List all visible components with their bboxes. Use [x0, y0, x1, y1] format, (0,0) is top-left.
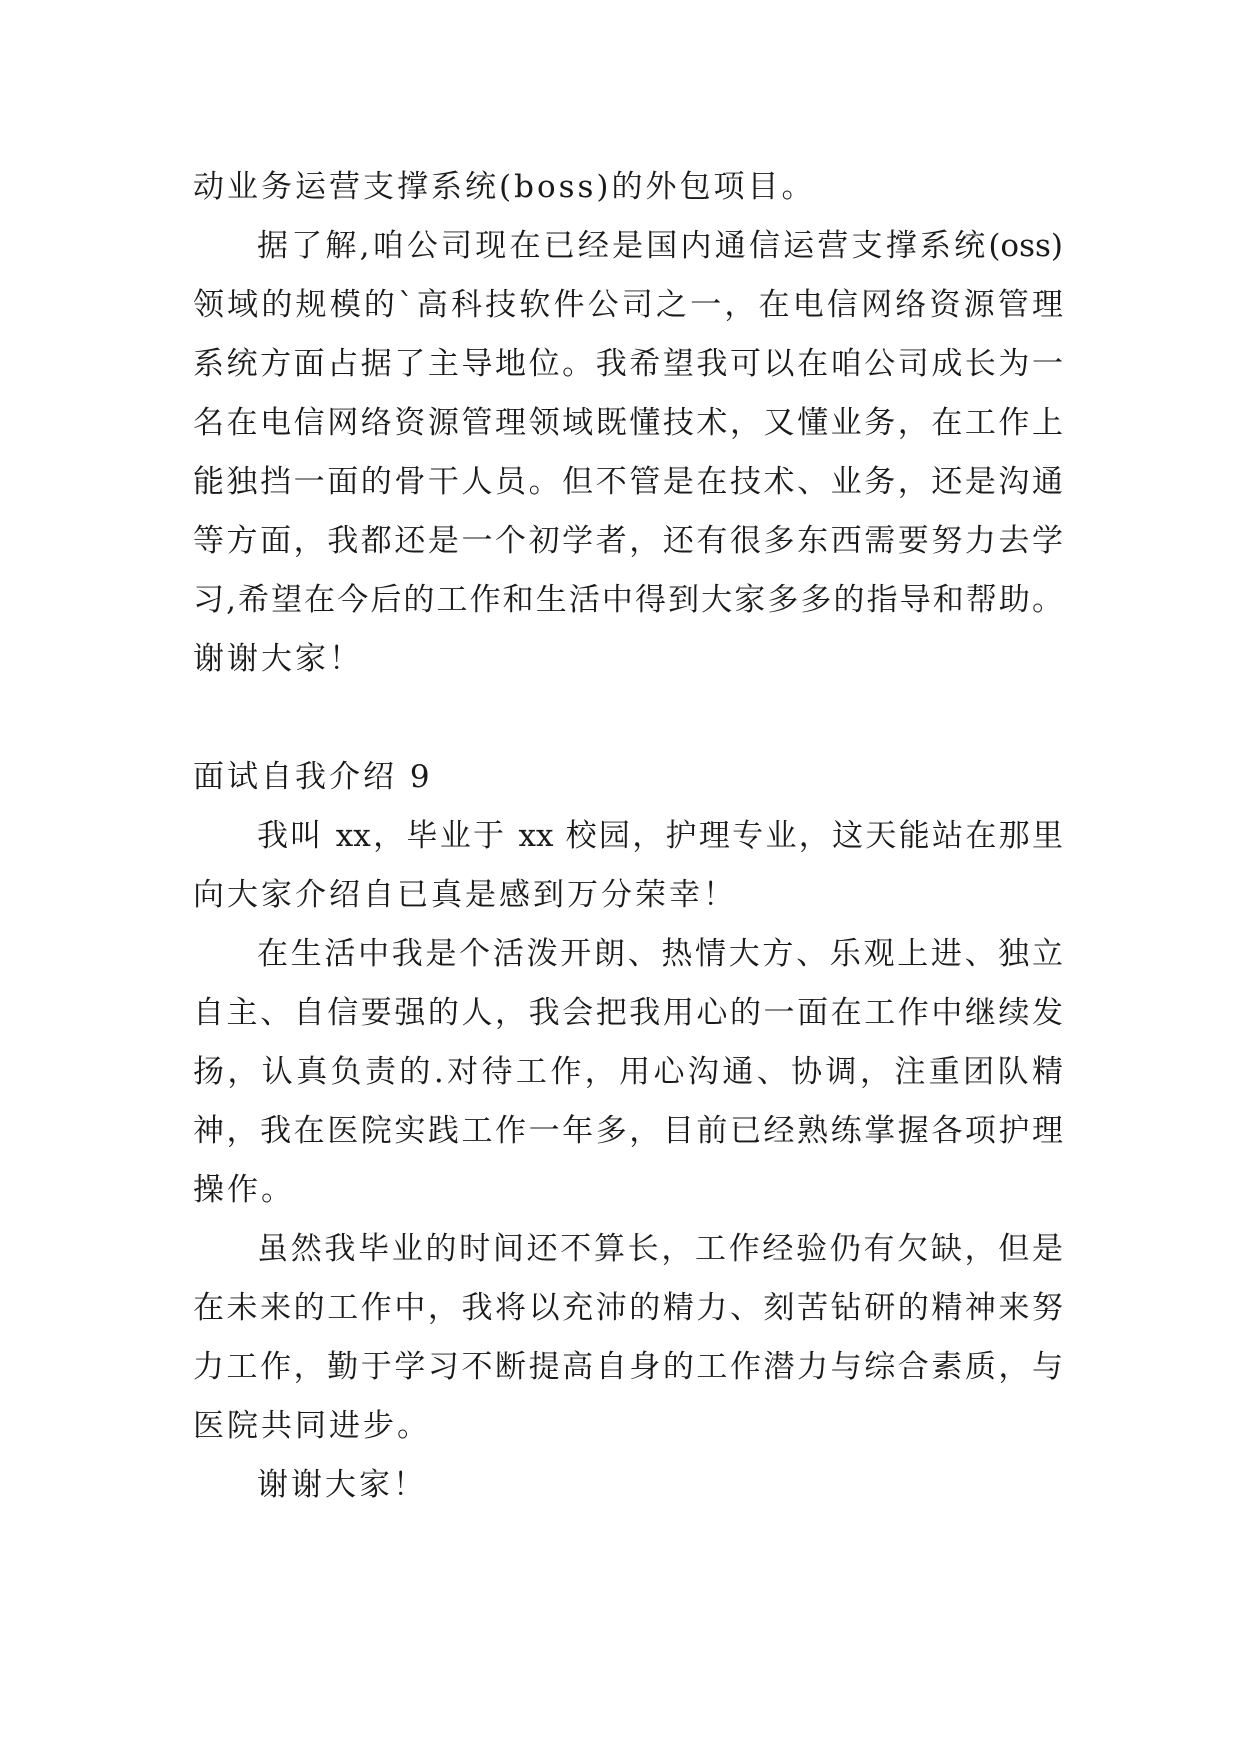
paragraph-line: 系统方面占据了主导地位。我希望我可以在咱公司成长为一	[193, 346, 1063, 382]
paragraph-line: 操作。	[193, 1172, 295, 1208]
paragraph-line: 自主、自信要强的人，我会把我用心的一面在工作中继续发	[193, 995, 1063, 1031]
paragraph-line: 领域的规模的`高科技软件公司之一，在电信网络资源管理	[193, 287, 1063, 323]
paragraph-line: 虽然我毕业的时间还不算长，工作经验仍有欠缺，但是	[257, 1231, 1063, 1267]
paragraph-line: 习,希望在今后的工作和生活中得到大家多多的指导和帮助。	[193, 582, 1063, 618]
paragraph-line: 谢谢大家！	[193, 641, 363, 677]
section-spacer	[193, 689, 1063, 748]
paragraph-line: 扬，认真负责的.对待工作，用心沟通、协调，注重团队精	[193, 1054, 1063, 1090]
paragraph-line: 向大家介绍自已真是感到万分荣幸！	[193, 877, 737, 913]
paragraph-line: 我叫 xx，毕业于 xx 校园，护理专业，这天能站在那里	[257, 818, 1063, 854]
paragraph-line: 力工作，勤于学习不断提高自身的工作潜力与综合素质，与	[193, 1349, 1063, 1385]
paragraph-line: 医院共同进步。	[193, 1408, 431, 1444]
document-body	[193, 158, 1063, 1515]
paragraph-line: 在生活中我是个活泼开朗、热情大方、乐观上进、独立	[257, 936, 1063, 972]
paragraph-line: 动业务运营支撑系统(boss)的外包项目。	[193, 169, 816, 205]
paragraph-line: 神，我在医院实践工作一年多，目前已经熟练掌握各项护理	[193, 1113, 1063, 1149]
paragraph-line: 名在电信网络资源管理领域既懂技术，又懂业务，在工作上	[193, 405, 1063, 441]
paragraph-line: 据了解,咱公司现在已经是国内通信运营支撑系统(oss)	[257, 228, 1063, 264]
paragraph-line: 等方面，我都还是一个初学者，还有很多东西需要努力去学	[193, 523, 1063, 559]
section-title: 面试自我介绍 9	[193, 759, 433, 795]
paragraph-line: 能独挡一面的骨干人员。但不管是在技术、业务，还是沟通	[193, 464, 1063, 500]
paragraph-line: 谢谢大家！	[257, 1467, 427, 1503]
paragraph-line: 在未来的工作中，我将以充沛的精力、刻苦钻研的精神来努	[193, 1290, 1063, 1326]
